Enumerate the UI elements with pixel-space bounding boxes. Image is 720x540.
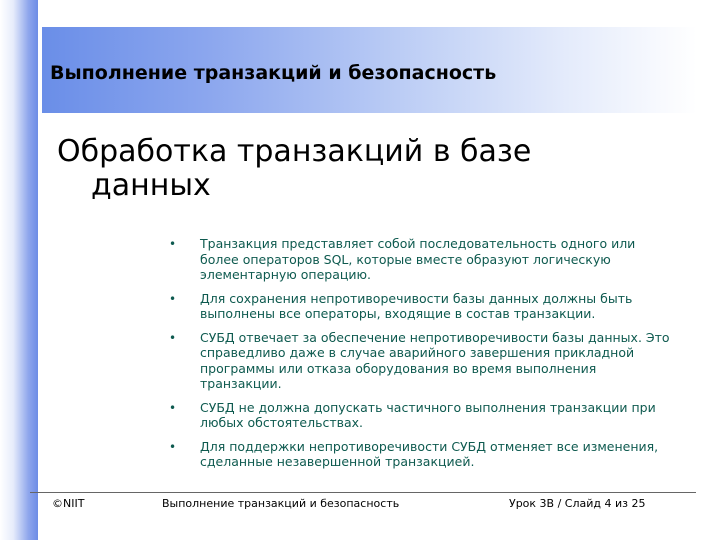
bullet-text: Транзакция представляет собой последовательность одного или более операторов SQL, которые вместе образуют логическую элементарную операцию. [200,236,636,282]
bullet-icon: • [169,330,177,345]
footer-copyright: ©NIIT [52,497,85,510]
bullet-item [165,291,675,322]
bullet-item [165,400,675,431]
footer-divider [30,492,696,493]
slide-header-title: Выполнение транзакций и безопасность [50,62,497,84]
slide-heading: Обработка транзакций в базе данных [57,134,532,203]
bullet-text: СУБД не должна допускать частичного выполнения транзакции при любых обстоятельствах. [200,399,656,430]
bullet-item [165,236,675,283]
bullet-icon: • [169,439,177,454]
left-gradient-bar [0,0,38,540]
footer-course-title: Выполнение транзакций и безопасность [162,497,400,510]
bullet-icon: • [169,237,177,251]
footer-slide-number: Урок 3B / Слайд 4 из 25 [509,497,646,510]
bullet-icon: • [169,291,177,306]
bullet-text: СУБД отвечает за обеспечение непротиворечивости базы данных. Это справедливо даже в случае аварийного завершения прикладной программы или отказа оборудования во время выполнения транзакции. [200,329,670,391]
bullet-list [165,236,675,478]
bullet-text: Для сохранения непротиворечивости базы данных должны быть выполнены все операторы, входящие в состав транзакции. [200,290,633,321]
bullet-item [165,330,675,392]
bullet-text: Для поддержки непротиворечивости СУБД отменяет все изменения, сделанные незавершенной транзакцией. [200,438,659,469]
bullet-icon: • [169,400,177,415]
bullet-item [165,439,675,470]
